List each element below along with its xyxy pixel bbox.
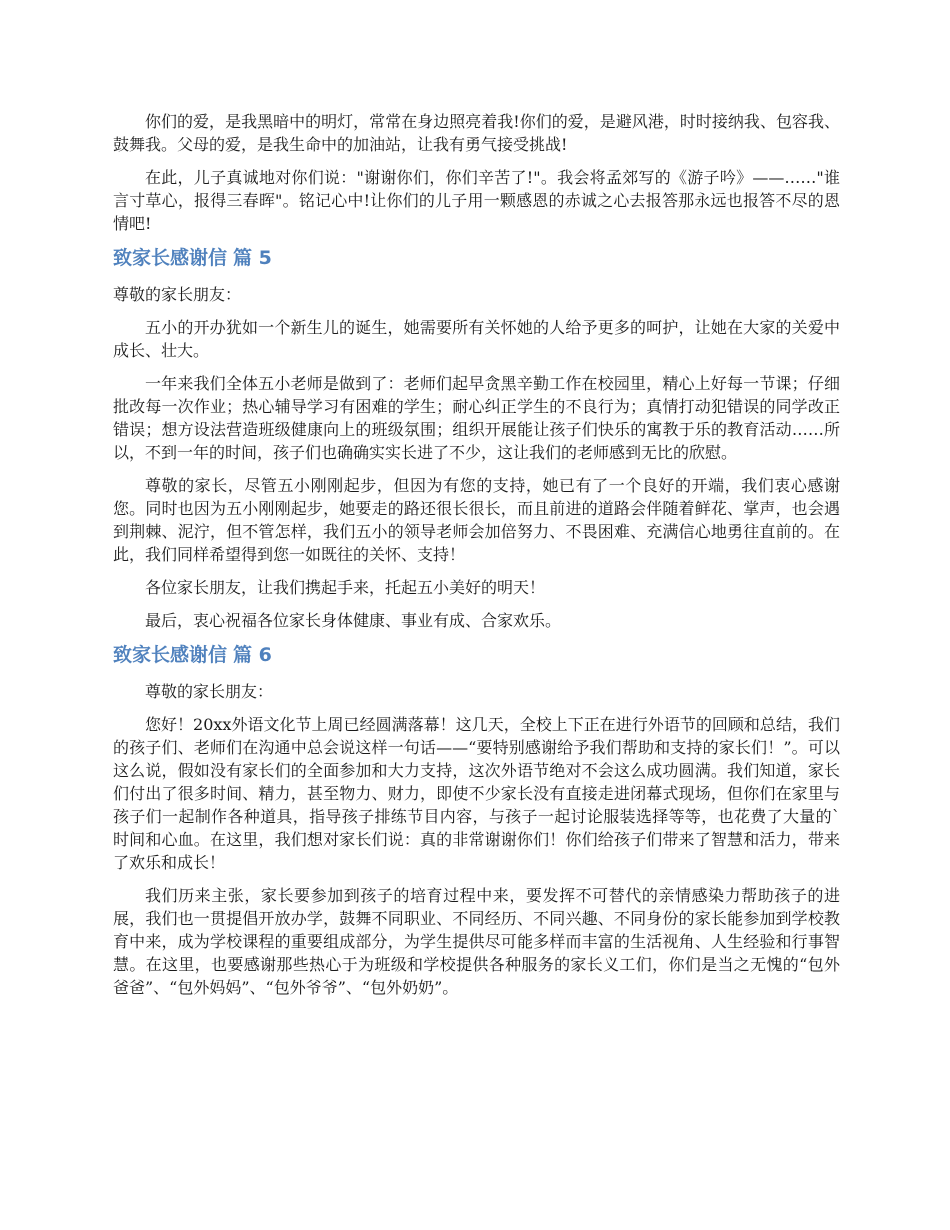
paragraph: 各位家长朋友，让我们携起手来，托起五小美好的明天！ — [145, 578, 546, 597]
greeting: 尊敬的家长朋友： — [113, 285, 242, 304]
paragraph: 最后，衷心祝福各位家长身体健康、事业有成、合家欢乐。 — [145, 611, 562, 630]
paragraph: 在此，儿子真诚地对你们说："谢谢你们，你们辛苦了!"。我会将孟郊写的《游子吟》——……"谁言寸草心，报得三春晖"。铭记心中!让你们的儿子用一颗感恩的赤诚之心去报答那永远也报答不尽的恩情吧! — [113, 168, 840, 233]
paragraph: 五小的开办犹如一个新生儿的诞生，她需要所有关怀她的人给予更多的呵护，让她在大家的关爱中成长、壮大。 — [113, 318, 840, 360]
section-number: 篇 6 — [233, 644, 272, 666]
paragraph: 一年来我们全体五小老师是做到了：老师们起早贪黑辛勤工作在校园里，精心上好每一节课；仔细批改每一次作业；热心辅导学习有困难的学生；耐心纠正学生的不良行为；真情打动犯错误的同学改正错误；想方设法营造班级健康向上的班级氛围；组织开展能让孩子们快乐的寓教于乐的教育活动……所以，不到一年的时间，孩子们也确确实实长进了不少，这让我们的老师感到无比的欣慰。 — [113, 374, 840, 462]
section-title: 致家长感谢信 — [113, 644, 228, 666]
section-heading-5 — [113, 245, 840, 271]
paragraph: 您好！20xx外语文化节上周已经圆满落幕！这几天，全校上下正在进行外语节的回顾和总结，我们的孩子们、老师们在沟通中总会说这样一句话——“要特别感谢给予我们帮助和支持的家长们！”。可以这么说，假如没有家长们的全面参加和大力支持，这次外语节绝对不会这么成功圆满。我们知道，家长们付出了很多时间、精力，甚至物力、财力，即使不少家长没有直接走进闭幕式现场，但你们在家里与孩子们一起制作各种道具，指导孩子排练节目内容，与孩子一起讨论服装选择等等，也花费了大量的`时间和心血。在这里，我们想对家长们说：真的非常谢谢你们！你们给孩子们带来了智慧和活力，带来了欢乐和成长！ — [113, 715, 840, 872]
paragraph: 尊敬的家长，尽管五小刚刚起步，但因为有您的支持，她已有了一个良好的开端，我们衷心感谢您。同时也因为五小刚刚起步，她要走的路还很长很长，而且前进的道路会伴随着鲜花、掌声，也会遇到荆棘、泥泞，但不管怎样，我们五小的领导老师会加倍努力、不畏困难、充满信心地勇往直前的。在此，我们同样希望得到您一如既往的关怀、支持！ — [113, 476, 840, 564]
paragraph: 我们历来主张，家长要参加到孩子的培育过程中来，要发挥不可替代的亲情感染力帮助孩子的进展，我们也一贯提倡开放办学，鼓舞不同职业、不同经历、不同兴趣、不同身份的家长能参加到学校教育中来，成为学校课程的重要组成部分，为学生提供尽可能多样而丰富的生活视角、人生经验和行事智慧。在这里，也要感谢那些热心于为班级和学校提供各种服务的家长义工们，你们是当之无愧的“包外爸爸”、“包外妈妈”、“包外爷爷”、“包外奶奶”。 — [113, 886, 840, 997]
paragraph: 你们的爱，是我黑暗中的明灯，常常在身边照亮着我!你们的爱，是避风港，时时接纳我、包容我、鼓舞我。父母的爱，是我生命中的加油站，让我有勇气接受挑战! — [113, 112, 840, 154]
section-heading-6 — [113, 642, 840, 668]
document-page — [113, 110, 840, 1009]
greeting: 尊敬的家长朋友： — [145, 682, 274, 701]
section-title: 致家长感谢信 — [113, 247, 228, 269]
section-number: 篇 5 — [233, 247, 272, 269]
